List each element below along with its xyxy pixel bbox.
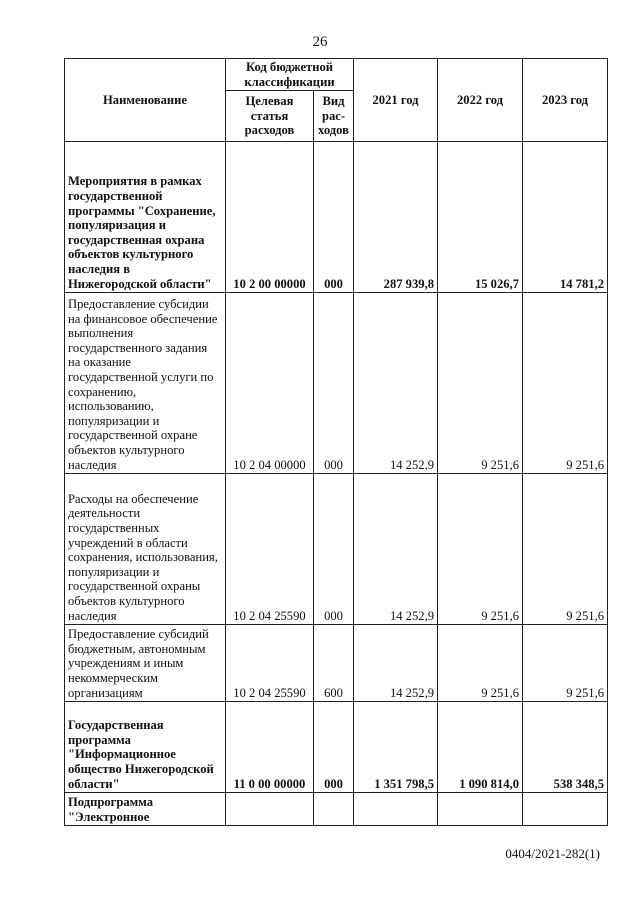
header-2022: 2022 год: [438, 59, 523, 142]
row-2022: 9 251,6: [438, 474, 523, 625]
row-2022: 9 251,6: [438, 293, 523, 474]
budget-table: [64, 58, 608, 826]
row-2021: 1 351 798,5: [354, 702, 438, 793]
header-row-1: [65, 59, 608, 91]
row-2021: 14 252,9: [354, 625, 438, 702]
row-target-article: 11 0 00 00000: [226, 702, 314, 793]
row-2022: 9 251,6: [438, 625, 523, 702]
header-target-article: Целевая статья расходов: [226, 91, 314, 142]
row-2023: 538 348,5: [523, 702, 608, 793]
row-2022: 1 090 814,0: [438, 702, 523, 793]
row-2023: 9 251,6: [523, 625, 608, 702]
row-expense-type: 000: [314, 142, 354, 293]
row-2023: [523, 793, 608, 826]
row-2021: 14 252,9: [354, 474, 438, 625]
table-row: [65, 474, 608, 625]
row-name: Государственная программа "Информационное общество Нижегородской области": [65, 702, 226, 793]
page-number: 26: [312, 34, 328, 50]
row-name: Мероприятия в рамках государственной программы "Сохранение, популяризация и государственная охрана объектов культурного наследия в Нижегородской области": [65, 142, 226, 293]
row-2021: [354, 793, 438, 826]
row-2023: 14 781,2: [523, 142, 608, 293]
row-2022: 15 026,7: [438, 142, 523, 293]
document-code: 0404/2021-282(1): [505, 846, 600, 861]
table-row: [65, 625, 608, 702]
header-expense-type: Вид рас-ходов: [314, 91, 354, 142]
row-expense-type: [314, 793, 354, 826]
row-target-article: 10 2 04 25590: [226, 474, 314, 625]
row-target-article: 10 2 04 25590: [226, 625, 314, 702]
row-2023: 9 251,6: [523, 293, 608, 474]
row-2021: 14 252,9: [354, 293, 438, 474]
row-expense-type: 000: [314, 474, 354, 625]
row-2022: [438, 793, 523, 826]
header-kbk: Код бюджетной классификации: [226, 59, 354, 91]
row-name: Подпрограмма "Электронное: [65, 793, 226, 826]
row-name: Расходы на обеспечение деятельности государственных учреждений в области сохранения, использования, популяризации и государственной охраны объектов культурного наследия: [65, 474, 226, 625]
row-expense-type: 000: [314, 702, 354, 793]
row-target-article: 10 2 04 00000: [226, 293, 314, 474]
row-name: Предоставление субсидий бюджетным, автономным учреждениям и иным некоммерческим организациям: [65, 625, 226, 702]
row-name: Предоставление субсидии на финансовое обеспечение выполнения государственного задания на оказание государственной услуги по сохранению, использованию, популяризации и государственной охране объектов культурного наследия: [65, 293, 226, 474]
table-row: [65, 793, 608, 826]
row-2021: 287 939,8: [354, 142, 438, 293]
row-target-article: 10 2 00 00000: [226, 142, 314, 293]
table-row: [65, 142, 608, 293]
table-row: [65, 293, 608, 474]
header-2021: 2021 год: [354, 59, 438, 142]
row-2023: 9 251,6: [523, 474, 608, 625]
row-target-article: [226, 793, 314, 826]
row-expense-type: 000: [314, 293, 354, 474]
row-expense-type: 600: [314, 625, 354, 702]
table-row: [65, 702, 608, 793]
header-2023: 2023 год: [523, 59, 608, 142]
header-name: Наименование: [65, 59, 226, 142]
